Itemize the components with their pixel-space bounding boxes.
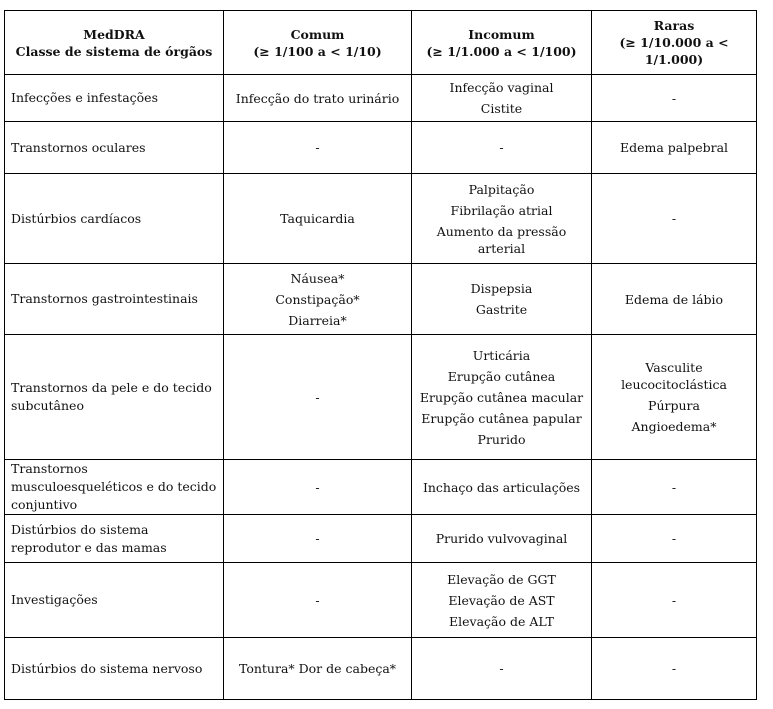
incomum-cell [412, 335, 592, 460]
incomum-reaction: Elevação de AST [448, 592, 555, 608]
incomum-reaction: Erupção cutânea macular [419, 389, 584, 405]
header-text: Comum [290, 26, 345, 42]
header-comum [224, 11, 412, 75]
comum-cell [224, 460, 412, 515]
incomum-reaction: Fibrilação atrial [450, 202, 553, 218]
header-text: MedDRA [83, 26, 145, 42]
comum-reaction: Constipação* [275, 291, 360, 307]
raras-reaction: Angioedema* [631, 419, 717, 434]
raras-cell [592, 264, 757, 335]
comum-reaction: Infecção do trato urinário [235, 90, 400, 106]
raras-reaction: - [671, 661, 677, 676]
raras-reaction: - [671, 90, 677, 106]
incomum-reaction: Elevação de ALT [448, 613, 554, 629]
incomum-reaction: Urticária [472, 347, 531, 363]
soc-cell: Distúrbios do sistema reprodutor e das mamas [5, 515, 224, 563]
header-text: Raras [653, 18, 695, 33]
comum-reaction: Tontura* Dor de cabeça* [238, 661, 397, 676]
table-row [5, 335, 757, 460]
comum-cell [224, 75, 412, 122]
incomum-cell [412, 638, 592, 700]
table-row [5, 515, 757, 563]
comum-reaction: - [315, 592, 320, 608]
comum-cell [224, 264, 412, 335]
table-row [5, 174, 757, 264]
comum-cell [224, 122, 412, 174]
raras-cell [592, 563, 757, 638]
incomum-reaction: Infecção vaginal [449, 80, 554, 95]
raras-cell [592, 638, 757, 700]
table-row [5, 563, 757, 638]
raras-reaction: - [671, 211, 677, 226]
soc-cell: Distúrbios do sistema nervoso [5, 638, 224, 700]
incomum-reaction: Dispepsia [470, 281, 533, 296]
header-meddra [5, 11, 224, 75]
soc-cell: Infecções e infestações [5, 75, 224, 122]
raras-reaction: Púrpura [648, 398, 700, 413]
raras-cell [592, 515, 757, 563]
incomum-cell [412, 174, 592, 264]
raras-reaction: Edema de lábio [624, 291, 724, 307]
header-text: Incomum [468, 26, 535, 42]
raras-cell [592, 174, 757, 264]
incomum-reaction: Aumento da pressão arterial [436, 223, 567, 256]
table-header-row [5, 11, 757, 75]
comum-cell [224, 174, 412, 264]
incomum-reaction: Prurido [477, 431, 526, 447]
comum-cell [224, 335, 412, 460]
raras-cell [592, 335, 757, 460]
raras-cell [592, 460, 757, 515]
comum-cell [224, 563, 412, 638]
soc-cell: Transtornos gastrointestinais [5, 264, 224, 335]
incomum-reaction: Erupção cutânea papular [421, 410, 582, 426]
table-row [5, 638, 757, 700]
comum-reaction: - [315, 479, 320, 495]
incomum-reaction: Inchaço das articulações [422, 479, 581, 495]
incomum-reaction: - [499, 661, 504, 676]
table-row [5, 122, 757, 174]
incomum-reaction: Gastrite [475, 302, 528, 317]
raras-cell [592, 75, 757, 122]
header-text: 1/1.000) [644, 52, 704, 67]
incomum-reaction: Erupção cutânea [447, 368, 556, 384]
soc-cell: Transtornos da pele e do tecido subcutâneo [5, 335, 224, 460]
soc-cell: Investigações [5, 563, 224, 638]
incomum-cell [412, 122, 592, 174]
table-row [5, 264, 757, 335]
incomum-cell [412, 460, 592, 515]
raras-reaction: - [671, 531, 677, 546]
comum-cell [224, 515, 412, 563]
header-text: (≥ 1/100 a < 1/10) [253, 43, 382, 59]
header-text: (≥ 1/10.000 a < [619, 35, 729, 50]
soc-cell: Transtornos oculares [5, 122, 224, 174]
incomum-reaction: Elevação de GGT [447, 571, 556, 587]
incomum-cell [412, 515, 592, 563]
table-row [5, 460, 757, 515]
raras-reaction: Vasculite leucocitoclástica [621, 360, 727, 392]
header-text: (≥ 1/1.000 a < 1/100) [426, 43, 577, 59]
incomum-reaction: Cistite [480, 101, 523, 116]
incomum-reaction: Palpitação [468, 181, 535, 197]
soc-cell: Transtornos musculoesqueléticos e do tecido conjuntivo [5, 460, 224, 515]
incomum-reaction: Prurido vulvovaginal [435, 531, 568, 546]
soc-cell: Distúrbios cardíacos [5, 174, 224, 264]
raras-reaction: Edema palpebral [619, 140, 729, 155]
comum-reaction: - [315, 140, 320, 155]
incomum-cell [412, 75, 592, 122]
header-raras [592, 11, 757, 75]
comum-reaction: Taquicardia [280, 211, 355, 226]
comum-reaction: - [315, 531, 320, 546]
comum-reaction: Náusea* [290, 270, 345, 286]
table-row [5, 75, 757, 122]
raras-reaction: - [671, 592, 677, 608]
incomum-cell [412, 563, 592, 638]
comum-cell [224, 638, 412, 700]
incomum-reaction: - [499, 140, 504, 155]
comum-reaction: - [315, 389, 320, 405]
header-text: Classe de sistema de órgãos [15, 43, 213, 59]
header-incomum [412, 11, 592, 75]
raras-reaction: - [671, 479, 677, 495]
adverse-reactions-table [4, 10, 757, 700]
raras-cell [592, 122, 757, 174]
comum-reaction: Diarreia* [288, 312, 347, 328]
incomum-cell [412, 264, 592, 335]
